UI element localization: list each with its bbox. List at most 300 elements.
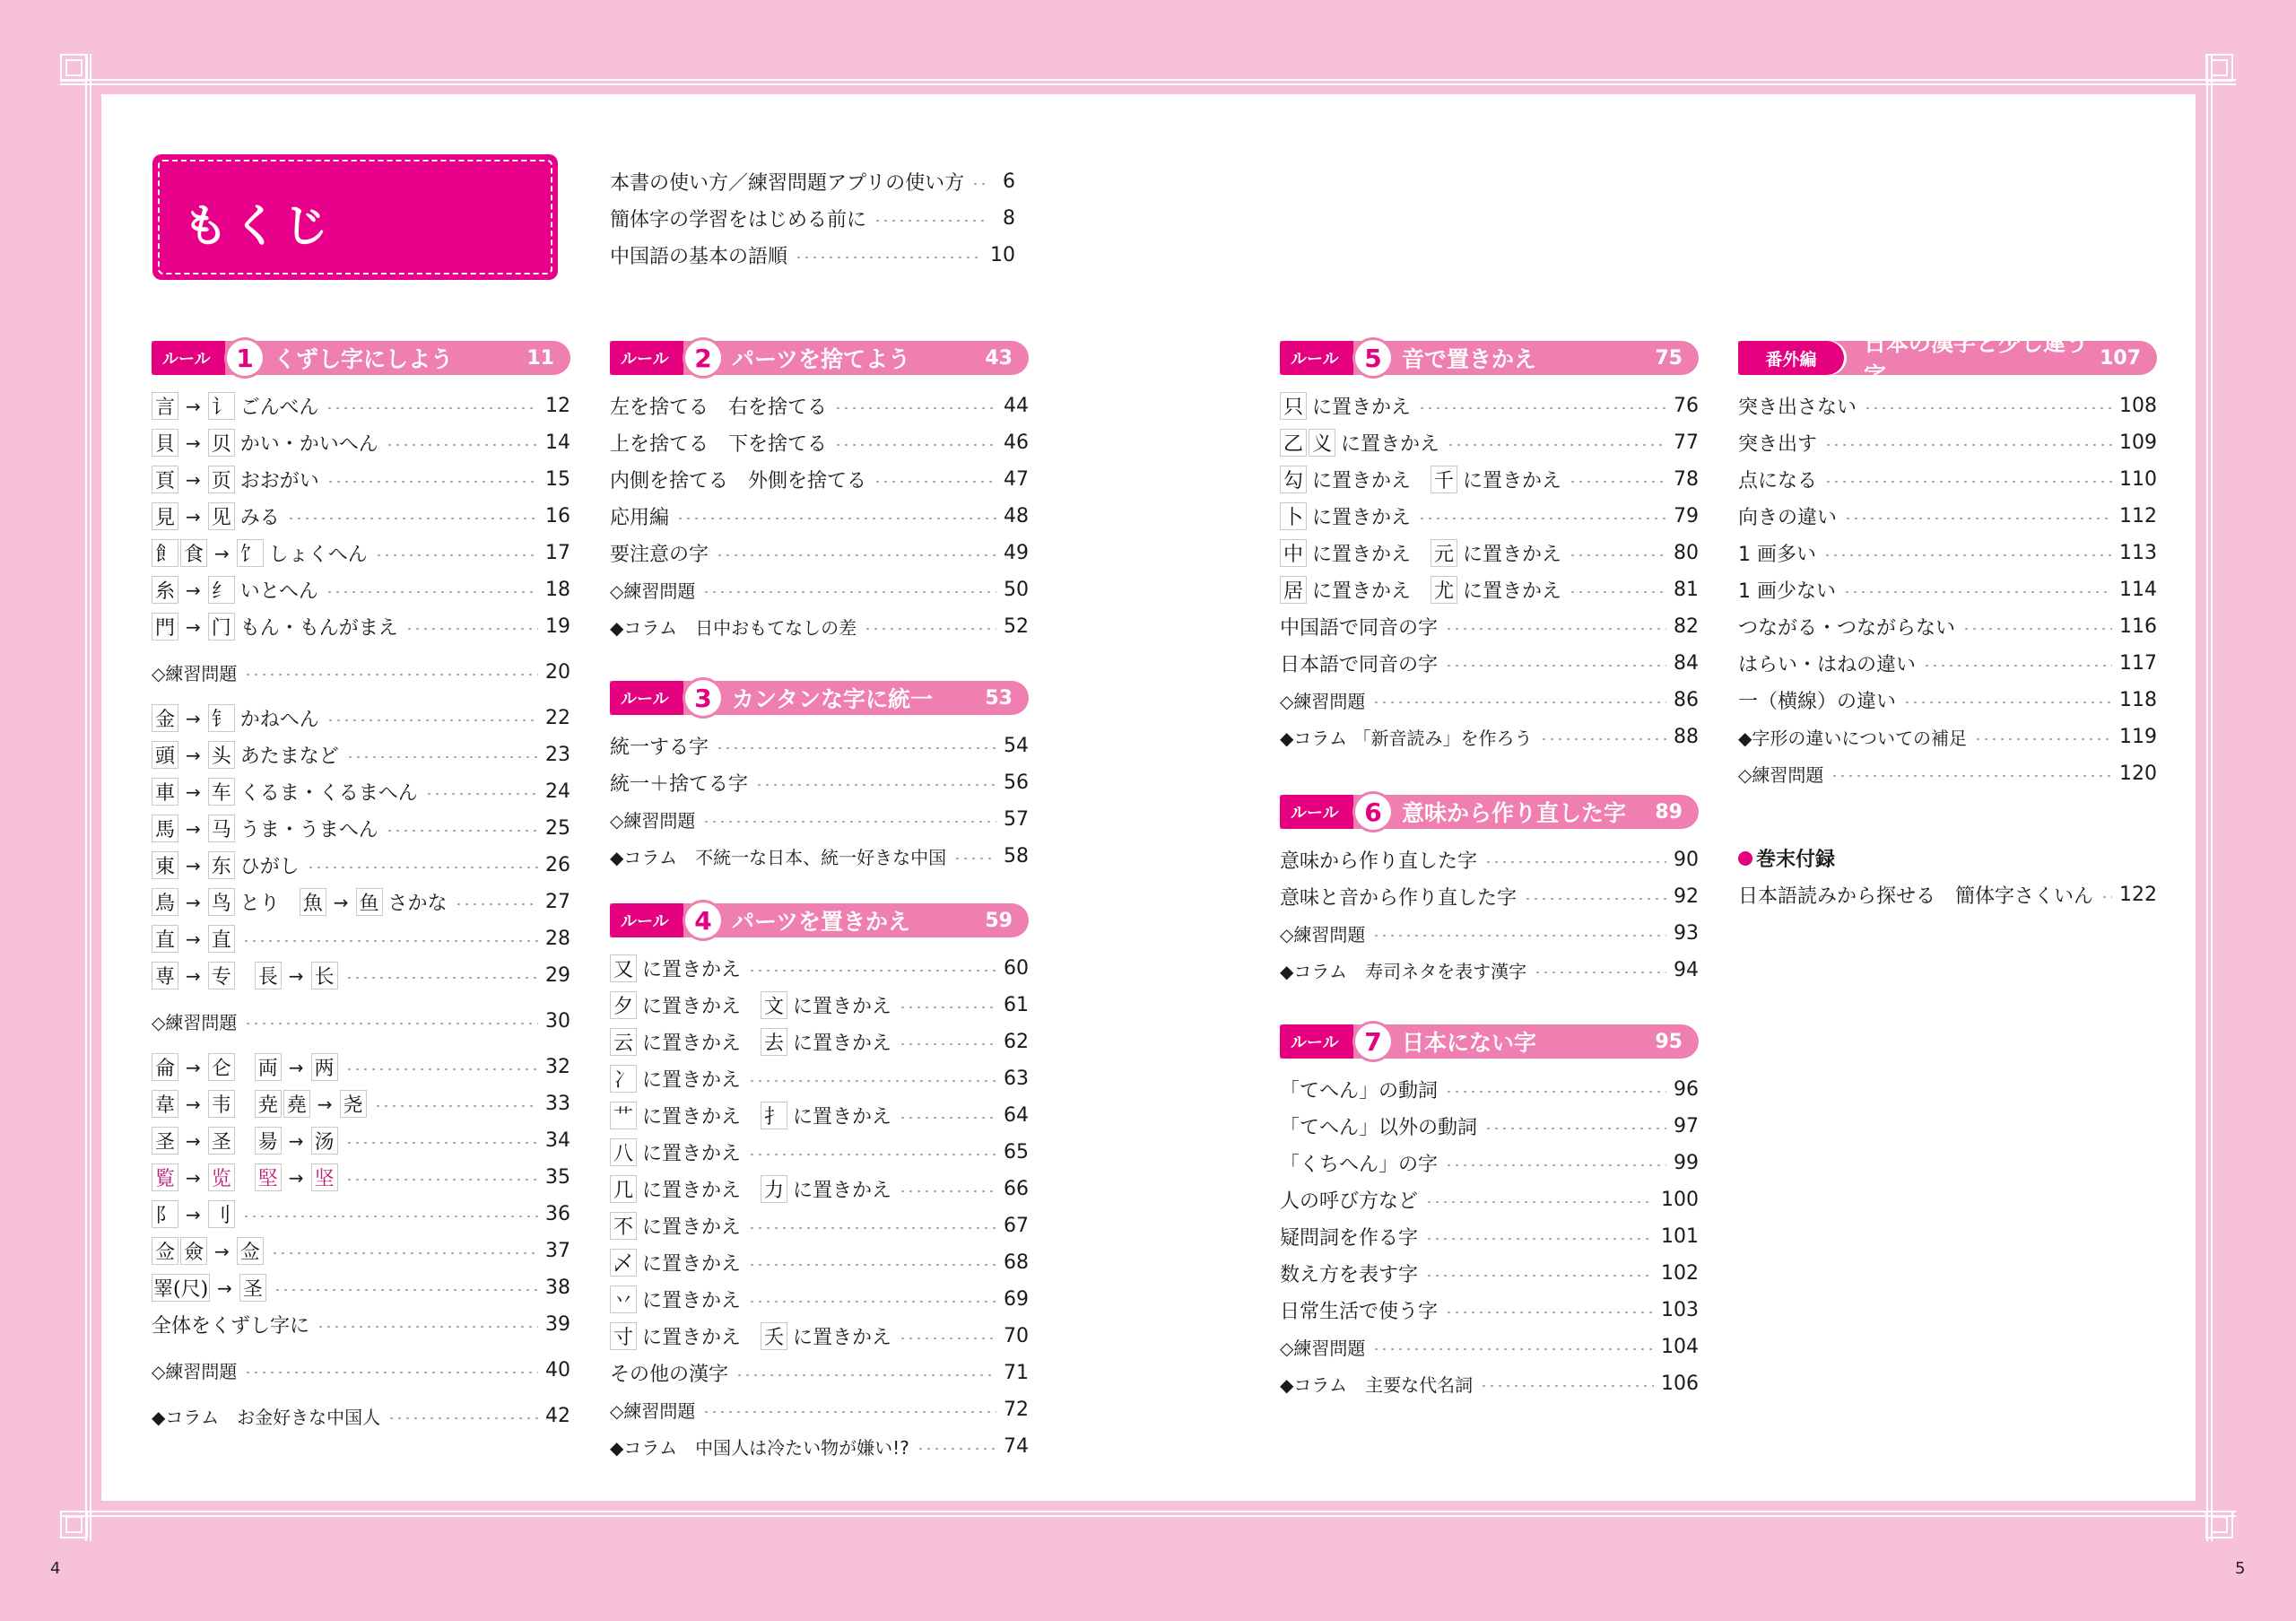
toc-entry[interactable]: [152, 1269, 570, 1306]
toc-entry[interactable]: [610, 1391, 1029, 1428]
rule-title: 意味から作り直した字: [1402, 800, 1627, 826]
kanji-box: 睪(尺): [152, 1274, 210, 1302]
leader-dots: [716, 747, 996, 749]
rule-1-header[interactable]: [152, 341, 570, 375]
toc-entry[interactable]: [610, 1244, 1029, 1281]
page-number: 49: [1004, 542, 1029, 564]
leader-dots: [755, 784, 996, 786]
leader-dots: [317, 1326, 538, 1328]
kanji-box: 勾: [1280, 466, 1307, 493]
leader-dots: [274, 1289, 538, 1291]
page-number: 90: [1674, 849, 1699, 871]
leader-dots: [375, 554, 538, 556]
page-number: 93: [1674, 922, 1699, 945]
arrow-icon: →: [186, 1166, 201, 1189]
page-number: 15: [545, 468, 570, 491]
entry-label: 「てへん」の動詞: [1280, 1080, 1439, 1102]
toc-entry[interactable]: [1738, 876, 2157, 913]
page-number: 30: [545, 1010, 570, 1033]
arrow-icon: →: [186, 891, 201, 913]
page-number: 23: [545, 744, 570, 766]
entry-label: [610, 1065, 741, 1093]
arrow-icon: →: [217, 1277, 232, 1299]
toc-entry[interactable]: [152, 535, 570, 571]
toc-entry[interactable]: [1280, 682, 1699, 719]
page-number: 40: [545, 1359, 570, 1381]
replace-text: に置きかえ: [1463, 470, 1562, 492]
page-number: 108: [2119, 395, 2157, 417]
entry-label: 一（横線）の違い: [1738, 691, 1897, 713]
leader-dots: [702, 1411, 996, 1413]
entry-label: [610, 1249, 741, 1277]
toc-entry[interactable]: [1738, 571, 2157, 608]
entry-label: 突き出さない: [1738, 397, 1857, 419]
reading-text: とり: [239, 893, 280, 915]
leader-dots: [1831, 775, 2112, 777]
page-number: 118: [2119, 689, 2157, 711]
kanji-box: 文: [761, 991, 787, 1019]
toc-entry[interactable]: [610, 388, 1029, 424]
toc-entry[interactable]: [610, 1097, 1029, 1134]
replace-text: に置きかえ: [642, 1106, 742, 1129]
toc-entry[interactable]: [610, 1355, 1029, 1391]
rule-2-header[interactable]: [610, 341, 1029, 375]
toc-entry[interactable]: [152, 847, 570, 884]
bangai-tag: 番外編: [1765, 349, 1817, 370]
toc-entry[interactable]: [1280, 1218, 1699, 1255]
leader-dots: [834, 407, 996, 409]
toc-entry[interactable]: [1280, 1181, 1699, 1218]
kanji-char: 坚: [314, 1168, 335, 1190]
kanji-box: 食: [180, 539, 207, 567]
toc-entry[interactable]: [152, 388, 570, 424]
page-number: 78: [1674, 468, 1699, 491]
toc-entry[interactable]: [152, 1122, 570, 1159]
toc-entry[interactable]: [152, 1085, 570, 1122]
kanji-box: 両: [255, 1053, 282, 1081]
toc-entry[interactable]: [152, 884, 570, 920]
rule-6-section: [1280, 795, 1699, 989]
toc-entry[interactable]: [1738, 755, 2157, 792]
toc-entry[interactable]: [1738, 424, 2157, 461]
toc-entry[interactable]: [610, 1428, 1029, 1465]
toc-entry[interactable]: [1280, 645, 1699, 682]
leader-dots: [455, 903, 538, 905]
page-number: 18: [545, 579, 570, 601]
kanji-box: 韦: [208, 1090, 235, 1118]
leader-dots: [242, 1216, 538, 1217]
kanji-box: 扌: [761, 1102, 787, 1129]
leader-dots: [1824, 444, 2112, 446]
entry-label: 「くちへん」の字: [1280, 1154, 1439, 1176]
toc-entry[interactable]: [1280, 915, 1699, 952]
toc-entry[interactable]: [1280, 952, 1699, 989]
bangai-section: [1738, 330, 2157, 792]
toc-entry[interactable]: [1738, 388, 2157, 424]
toc-entry[interactable]: [1280, 1145, 1699, 1181]
entry-label: [152, 815, 378, 842]
toc-entry[interactable]: [610, 987, 1029, 1024]
replace-text: に置きかえ: [642, 1143, 742, 1165]
page-number: 79: [1674, 505, 1699, 527]
frame-line-right-inner: [2211, 54, 2213, 1541]
kanji-box: [208, 1163, 235, 1191]
entry-label: [1280, 429, 1439, 457]
toc-entry[interactable]: [1280, 841, 1699, 878]
leader-dots: [1372, 935, 1666, 937]
bangai-header[interactable]: [1738, 330, 2157, 388]
frame-line-left-inner: [90, 54, 91, 1541]
toc-entry[interactable]: [1280, 1329, 1699, 1365]
toc-entry[interactable]: [152, 1196, 570, 1233]
toc-entry[interactable]: [152, 1233, 570, 1269]
leader-dots: [899, 1117, 996, 1119]
toc-entry[interactable]: [152, 1352, 570, 1389]
entry-label: その他の漢字: [610, 1364, 729, 1386]
page-number: 24: [545, 780, 570, 803]
toc-entry[interactable]: [152, 1306, 570, 1343]
kanji-box: 长: [311, 962, 338, 989]
page-number: 116: [2119, 615, 2157, 638]
toc-entry[interactable]: [610, 498, 1029, 535]
toc-entry[interactable]: [1280, 719, 1699, 755]
leader-dots: [1445, 1164, 1666, 1166]
entry-label: [610, 1138, 741, 1166]
page-number: 84: [1674, 652, 1699, 675]
kanji-box: 堯: [283, 1090, 310, 1118]
rule-6-header[interactable]: [1280, 795, 1699, 829]
arrow-icon: →: [288, 1166, 304, 1189]
toc-entry[interactable]: [610, 1024, 1029, 1060]
toc-entry[interactable]: [610, 424, 1029, 461]
toc-entry[interactable]: [610, 1060, 1029, 1097]
page-number: 109: [2119, 431, 2157, 454]
kanji-char: 览: [211, 1168, 231, 1190]
entry-label: ◇練習問題: [610, 810, 696, 832]
page-number: 64: [1004, 1104, 1029, 1127]
kanji-box: [311, 1163, 338, 1191]
rule-1-entries: [152, 388, 570, 1434]
arrow-icon: →: [317, 1093, 333, 1115]
toc-entry[interactable]: [610, 1318, 1029, 1355]
page-number: 39: [545, 1313, 570, 1336]
page-number: 82: [1674, 615, 1699, 638]
page-number: 119: [2119, 726, 2157, 748]
entry-label: [1280, 576, 1561, 604]
frame-line-right: [2206, 54, 2208, 1541]
entry-label: 内側を捨てる 外側を捨てる: [610, 470, 867, 492]
toc-entry[interactable]: [1738, 608, 2157, 645]
page-number: 99: [1674, 1152, 1699, 1174]
toc-entry[interactable]: [610, 950, 1029, 987]
leader-dots: [1569, 554, 1666, 556]
page-number: 113: [2119, 542, 2157, 564]
rule-1-section: [152, 341, 570, 1434]
bangai-page: 107: [2100, 346, 2141, 370]
entry-label: 上を捨てる 下を捨てる: [610, 433, 828, 456]
toc-entry[interactable]: [1280, 1108, 1699, 1145]
entry-label: ◆コラム 日中おもてなしの差: [610, 617, 857, 639]
bullet-icon: [1738, 851, 1752, 866]
kanji-box: 圣: [152, 1127, 178, 1155]
toc-entry[interactable]: [152, 1398, 570, 1434]
toc-entry[interactable]: [610, 1171, 1029, 1207]
leader-dots: [271, 1252, 538, 1254]
page-number: 28: [545, 928, 570, 950]
rule-5-header[interactable]: [1280, 341, 1699, 375]
kanji-box: 糸: [152, 576, 178, 604]
rule-title: カンタンな字に統一: [732, 686, 934, 712]
toc-entry[interactable]: [610, 535, 1029, 571]
rule-title: 日本にない字: [1402, 1030, 1537, 1056]
toc-entry[interactable]: [152, 736, 570, 773]
rule-2-entries: [610, 388, 1029, 645]
kanji-box: 汤: [311, 1127, 338, 1155]
rule-tag: ルール: [621, 690, 669, 709]
toc-entry[interactable]: [1280, 571, 1699, 608]
entry-label: ◇練習問題: [152, 1361, 238, 1382]
toc-entry[interactable]: [152, 424, 570, 461]
leader-dots: [1372, 1348, 1654, 1350]
page-number: 22: [545, 707, 570, 729]
leader-dots: [345, 977, 538, 979]
leader-dots: [1524, 898, 1666, 900]
replace-text: に置きかえ: [1312, 580, 1412, 603]
entry-label: 疑問詞を作る字: [1280, 1227, 1419, 1250]
leader-dots: [899, 1043, 996, 1045]
page-number: 70: [1004, 1325, 1029, 1347]
leader-dots: [716, 554, 996, 556]
page-number: 33: [545, 1093, 570, 1115]
arrow-icon: →: [186, 468, 201, 491]
kanji-box: 東: [152, 851, 178, 879]
toc-entry[interactable]: [152, 1049, 570, 1085]
page-number: 106: [1661, 1373, 1699, 1395]
toc-entry[interactable]: [1280, 1292, 1699, 1329]
page-number: 122: [2119, 884, 2157, 906]
toc-entry[interactable]: 簡体字の学習をはじめる前に 8: [610, 207, 1015, 231]
toc-entry[interactable]: [610, 1207, 1029, 1244]
page-number: 103: [1661, 1299, 1699, 1321]
toc-entry[interactable]: [1280, 1071, 1699, 1108]
entry-label: 1 画多い: [1738, 544, 1816, 566]
kanji-box: 车: [208, 778, 235, 806]
toc-entry[interactable]: [1738, 645, 2157, 682]
toc-entry[interactable]: [152, 571, 570, 608]
kanji-box: 尧: [340, 1090, 367, 1118]
leader-dots: [748, 1227, 996, 1229]
entry-label: つながる・つながらない: [1738, 617, 1956, 640]
toc-entry[interactable]: [1280, 1365, 1699, 1402]
toc-entry[interactable]: [610, 764, 1029, 801]
entry-label: ◆コラム 寿司ネタを表す漢字: [1280, 961, 1527, 982]
toc-entry[interactable]: [1738, 719, 2157, 755]
toc-entry[interactable]: [152, 608, 570, 645]
toc-title-box: [152, 154, 558, 280]
replace-text: に置きかえ: [1463, 580, 1562, 603]
kanji-box: 専: [152, 962, 178, 989]
toc-entry[interactable]: 中国語の基本の語順 10: [610, 244, 1015, 268]
toc-entry[interactable]: [152, 1003, 570, 1040]
toc-entry[interactable]: [1280, 424, 1699, 461]
page-number-right: 5: [2235, 1559, 2246, 1578]
toc-entry[interactable]: [1738, 461, 2157, 498]
reading-text: おおがい: [239, 470, 319, 492]
entry-label: 全体をくずし字に: [152, 1315, 310, 1338]
toc-entry[interactable]: 本書の使い方／練習問題アプリの使い方 6: [610, 170, 1015, 195]
toc-entry[interactable]: [1280, 388, 1699, 424]
toc-entry[interactable]: [152, 920, 570, 957]
page-number: 120: [2119, 763, 2157, 785]
leader-dots: [1569, 481, 1666, 483]
entry-label: [610, 1285, 741, 1313]
entry-label: [152, 925, 235, 953]
toc-entry[interactable]: [610, 801, 1029, 838]
leader-dots: [899, 1190, 996, 1192]
leader-dots: [374, 1105, 538, 1107]
rule-page: 53: [985, 686, 1013, 710]
rule-4-section: [610, 903, 1029, 1465]
arrow-icon: →: [186, 395, 201, 417]
toc-entry[interactable]: [1280, 498, 1699, 535]
frame-corner-bl: [60, 1511, 88, 1538]
toc-entry[interactable]: [1280, 461, 1699, 498]
rule-3-header[interactable]: [610, 681, 1029, 715]
entry-label: ◆コラム 中国人は冷たい物が嫌い!?: [610, 1437, 909, 1459]
entry-label: 統一する字: [610, 736, 709, 759]
entry-label: ◇練習問題: [1280, 924, 1366, 946]
leader-dots: [1843, 591, 2112, 593]
toc-entry[interactable]: [610, 608, 1029, 645]
toc-entry[interactable]: [1738, 535, 2157, 571]
frame-line-bottom-inner: [60, 1515, 2236, 1517]
entry-label: ◆コラム 主要な代名詞: [1280, 1374, 1474, 1396]
kanji-box: 马: [208, 815, 235, 842]
toc-entry[interactable]: [610, 1134, 1029, 1171]
kanji-box: 魚: [300, 888, 326, 916]
arrow-icon: →: [186, 431, 201, 454]
rule-number: 3: [685, 680, 721, 716]
rule-7-header[interactable]: [1280, 1024, 1699, 1059]
leader-dots: [874, 220, 987, 222]
frame-corner-br: [2205, 1511, 2233, 1538]
leader-dots: [1540, 738, 1666, 740]
page-number: 46: [1004, 431, 1029, 454]
arrow-icon: →: [333, 891, 349, 913]
toc-entry[interactable]: [1738, 498, 2157, 535]
entry-label: ◇練習問題: [1280, 1338, 1366, 1359]
page-number: 62: [1004, 1031, 1029, 1053]
arrow-icon: →: [186, 707, 201, 729]
kanji-box: 刂: [208, 1200, 235, 1228]
page-number: 104: [1661, 1336, 1699, 1358]
toc-entry[interactable]: [610, 728, 1029, 764]
entry-label: ◆字形の違いについての補足: [1738, 728, 1967, 749]
entry-label: ◆コラム お金好きな中国人: [152, 1407, 381, 1428]
toc-entry[interactable]: [1280, 1255, 1699, 1292]
leader-dots: [1425, 1201, 1654, 1203]
toc-entry[interactable]: [1280, 535, 1699, 571]
kanji-box: 尭: [255, 1090, 282, 1118]
kanji-box: 义: [1309, 429, 1335, 457]
page-number: 114: [2119, 579, 2157, 601]
toc-entry[interactable]: [1738, 682, 2157, 719]
entry-label: ◇練習問題: [1738, 764, 1824, 786]
leader-dots: [874, 481, 996, 483]
kanji-box: 见: [208, 502, 235, 530]
rule-4-header[interactable]: [610, 903, 1029, 937]
leader-dots: [1844, 518, 2112, 519]
rule-7-section: [1280, 1024, 1699, 1402]
toc-entry[interactable]: [610, 571, 1029, 608]
rule-6-entries: [1280, 841, 1699, 989]
reading-text: かねへん: [239, 709, 319, 731]
leader-dots: [1484, 1128, 1666, 1129]
page-number: 101: [1661, 1225, 1699, 1248]
leader-dots: [748, 970, 996, 972]
entry-label: [152, 888, 448, 916]
replace-text: に置きかえ: [642, 996, 742, 1018]
page-number-left: 4: [50, 1559, 61, 1578]
entry-label: 中国語で同音の字: [1280, 617, 1439, 640]
entry-label: 意味から作り直した字: [1280, 850, 1478, 873]
entry-label: [152, 1127, 338, 1155]
toc-entry[interactable]: [610, 1281, 1029, 1318]
rule-page: 89: [1655, 800, 1683, 824]
replace-text: に置きかえ: [642, 1253, 742, 1276]
toc-entry[interactable]: [1280, 878, 1699, 915]
reading-text: さかな: [387, 893, 448, 915]
toc-entry[interactable]: [1280, 608, 1699, 645]
kanji-box: 东: [208, 851, 235, 879]
arrow-icon: →: [186, 1129, 201, 1152]
kanji-box: 夭: [761, 1322, 787, 1350]
toc-entry[interactable]: [152, 461, 570, 498]
toc-entry[interactable]: [152, 1159, 570, 1196]
rule-title: 音で置きかえ: [1402, 346, 1537, 372]
arrow-icon: →: [186, 780, 201, 803]
toc-entry[interactable]: [610, 461, 1029, 498]
toc-entry[interactable]: [610, 838, 1029, 875]
frame-line-top-inner: [60, 83, 2236, 85]
leader-dots: [1923, 665, 2112, 667]
leader-dots: [244, 1023, 538, 1024]
entry-label: [610, 1028, 891, 1056]
toc-entry[interactable]: [152, 498, 570, 535]
leader-dots: [899, 1338, 996, 1339]
toc-entry[interactable]: [152, 957, 570, 994]
page-number: 57: [1004, 808, 1029, 831]
entry-label: ◆コラム 不統一な日本、統一好きな中国: [610, 847, 947, 868]
reading-text: かい・かいへん: [239, 433, 378, 456]
frame-line-left: [85, 54, 87, 1541]
leader-dots: [971, 183, 987, 185]
entry-label: 「てへん」以外の動詞: [1280, 1117, 1478, 1139]
rule-page: 43: [985, 346, 1013, 370]
toc-entry[interactable]: [152, 654, 570, 691]
entry-label: [1280, 392, 1411, 420]
page-number: 16: [545, 505, 570, 527]
kanji-box: 乄: [610, 1249, 637, 1277]
toc-entry[interactable]: [152, 700, 570, 736]
entry-label: [610, 1102, 891, 1129]
toc-entry[interactable]: [152, 810, 570, 847]
toc-entry[interactable]: [152, 773, 570, 810]
kanji-box: 只: [1280, 392, 1307, 420]
rule-3-section: [610, 681, 1029, 875]
page-number: 20: [545, 661, 570, 684]
entry-label: [152, 429, 378, 457]
